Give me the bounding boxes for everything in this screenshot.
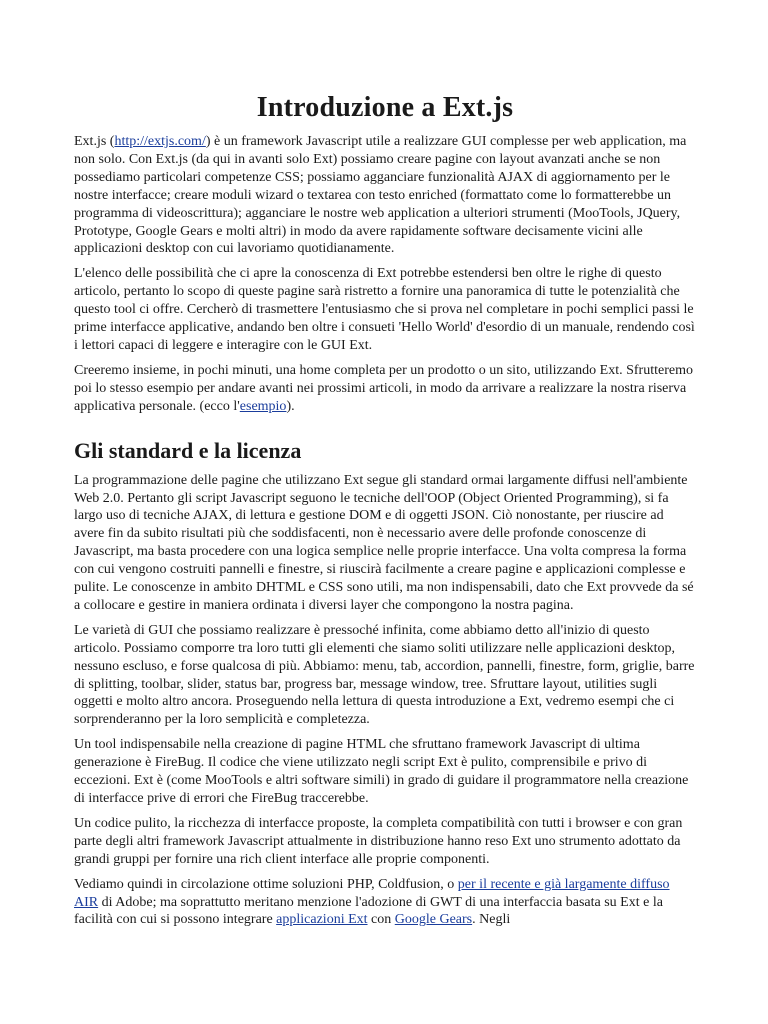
section-heading: Gli standard e la licenza — [74, 437, 302, 463]
section-paragraph-1: La programmazione delle pagine che utilizzano Ext segue gli standard ormai largamente diffusi nell'ambiente Web 2.0. Pertanto gli script Javascript seguono le tecniche dell'OOP (Object Oriented Programming), si fa largo uso di tecniche AJAX, di lettura e gestione DOM e di oggetti JSON. Ciò nonostante, per riuscire ad avere fin da subito risultati più che soddisfacenti, non è necessario avere delle profonde conoscenze di Javascript, ma basta procedere con una logica semplice nelle proprie interfacce. Una volta compresa la forma con cui vengono costruiti pannelli e finestre, si riuscirà facilmente a creare pagine e applicazioni complesse e pulite. Le conoscenze in ambito DHTML e CSS sono utili, ma non indispensabili, dato che Ext provvede da sé a collocare e gestire in maniera ordinata i diversi layer che compongono la nostra pagina. — [74, 472, 694, 613]
document-page — [74, 0, 696, 929]
section-paragraph-2: Le varietà di GUI che possiamo realizzare è pressoché infinita, come abbiamo detto all'inizio di questo articolo. Possiamo comporre tra loro tutti gli elementi che siamo soliti utilizzare nelle applicazioni desktop, nessuno escluso, e forse qualcosa di più. Abbiamo: menu, tab, accordion, pannelli, finestre, form, griglie, barre di splitting, toolbar, slider, status bar, progress bar, message window, tree. Sfruttare layout, utilities sugli oggetti e molto altro ancora. Proseguendo nella lettura di questa introduzione a Ext, vedremo esempi che ci sorprenderanno per la loro semplicità e completezza. — [74, 622, 695, 728]
google-gears-link[interactable]: Google Gears — [394, 912, 473, 928]
section-paragraph-5: Vediamo quindi in circolazione ottime soluzioni PHP, Coldfusion, o per il recente e già largamente diffuso AIR di Adobe; ma soprattutto meritano menzione l'adozione di GWT di una interfaccia basata su Ext e la facilità con cui si possono integrare applicazioni Ext con Google Gears. Negli — [74, 876, 670, 928]
applicazioni-ext-link[interactable]: applicazioni Ext — [276, 912, 368, 928]
air-link[interactable]: per il recente e già largamente diffuso AIR — [74, 876, 670, 910]
intro-paragraph-3: Creeremo insieme, in pochi minuti, una home completa per un prodotto o un sito, utilizzando Ext. Sfrutteremo poi lo stesso esempio per andare avanti nei prossimi articoli, in modo da arrivare a realizzare la nostra riserva applicativa personale. (ecco l'esempio). — [74, 362, 693, 414]
intro-paragraph-2: L'elenco delle possibilità che ci apre la conoscenza di Ext potrebbe estendersi ben oltre le righe di questo articolo, pertanto lo scopo di queste pagine sarà ristretto a fornire una panoramica di tutte le potenzialità che questo tool ci offre. Cercherò di trasmettere l'entusiasmo che si prova nel completare in pochi semplici passi le prime interfacce applicative, andando ben oltre i consueti 'Hello World' d'esordio di un manuale, rendendo così i lettori capaci di leggere e interagire con le GUI Ext. — [74, 266, 695, 353]
page-title: Introduzione a Ext.js — [256, 92, 514, 123]
extjs-link[interactable]: http://extjs.com/ — [114, 134, 206, 149]
section-paragraph-4: Un codice pulito, la ricchezza di interfacce proposte, la completa compatibilità con tutti i browser e con gran parte degli altri framework Javascript attualmente in distribuzione hanno reso Ext uno strumento adottato da grandi gruppi per fornire una rich client interface alle proprie componenti. — [74, 815, 683, 867]
esempio-link[interactable]: esempio — [239, 398, 287, 414]
intro-paragraph-1: Ext.js (http://extjs.com/) è un framework Javascript utile a realizzare GUI complesse per web application, ma non solo. Con Ext.js (da qui in avanti solo Ext) possiamo creare pagine con layout avanzati anche se non possediamo particolari competenze CSS; possiamo agganciare funzionalità AJAX di aggiornamento per le nostre interfacce; creare moduli wizard o textarea con testo enriched (formattato come lo formatterebbe un programma di videoscrittura); agganciare le nostre web application a ulteriori strumenti (MooTools, JQuery, Prototype, Google Gears e molti altri) in modo da avere rapidamente software decisamente vicini alle applicazioni desktop con cui lavoriamo quotidianamente. — [74, 134, 687, 257]
section-paragraph-3: Un tool indispensabile nella creazione di pagine HTML che sfruttano framework Javascript di ultima generazione è FireBug. Il codice che viene utilizzato negli script Ext è pulito, comprensibile e privo di eccezioni. Ext è (come MooTools e altri software simili) in grado di guidare il programmatore nella creazione di interfacce prive di errori che FireBug traccerebbe. — [74, 737, 689, 806]
